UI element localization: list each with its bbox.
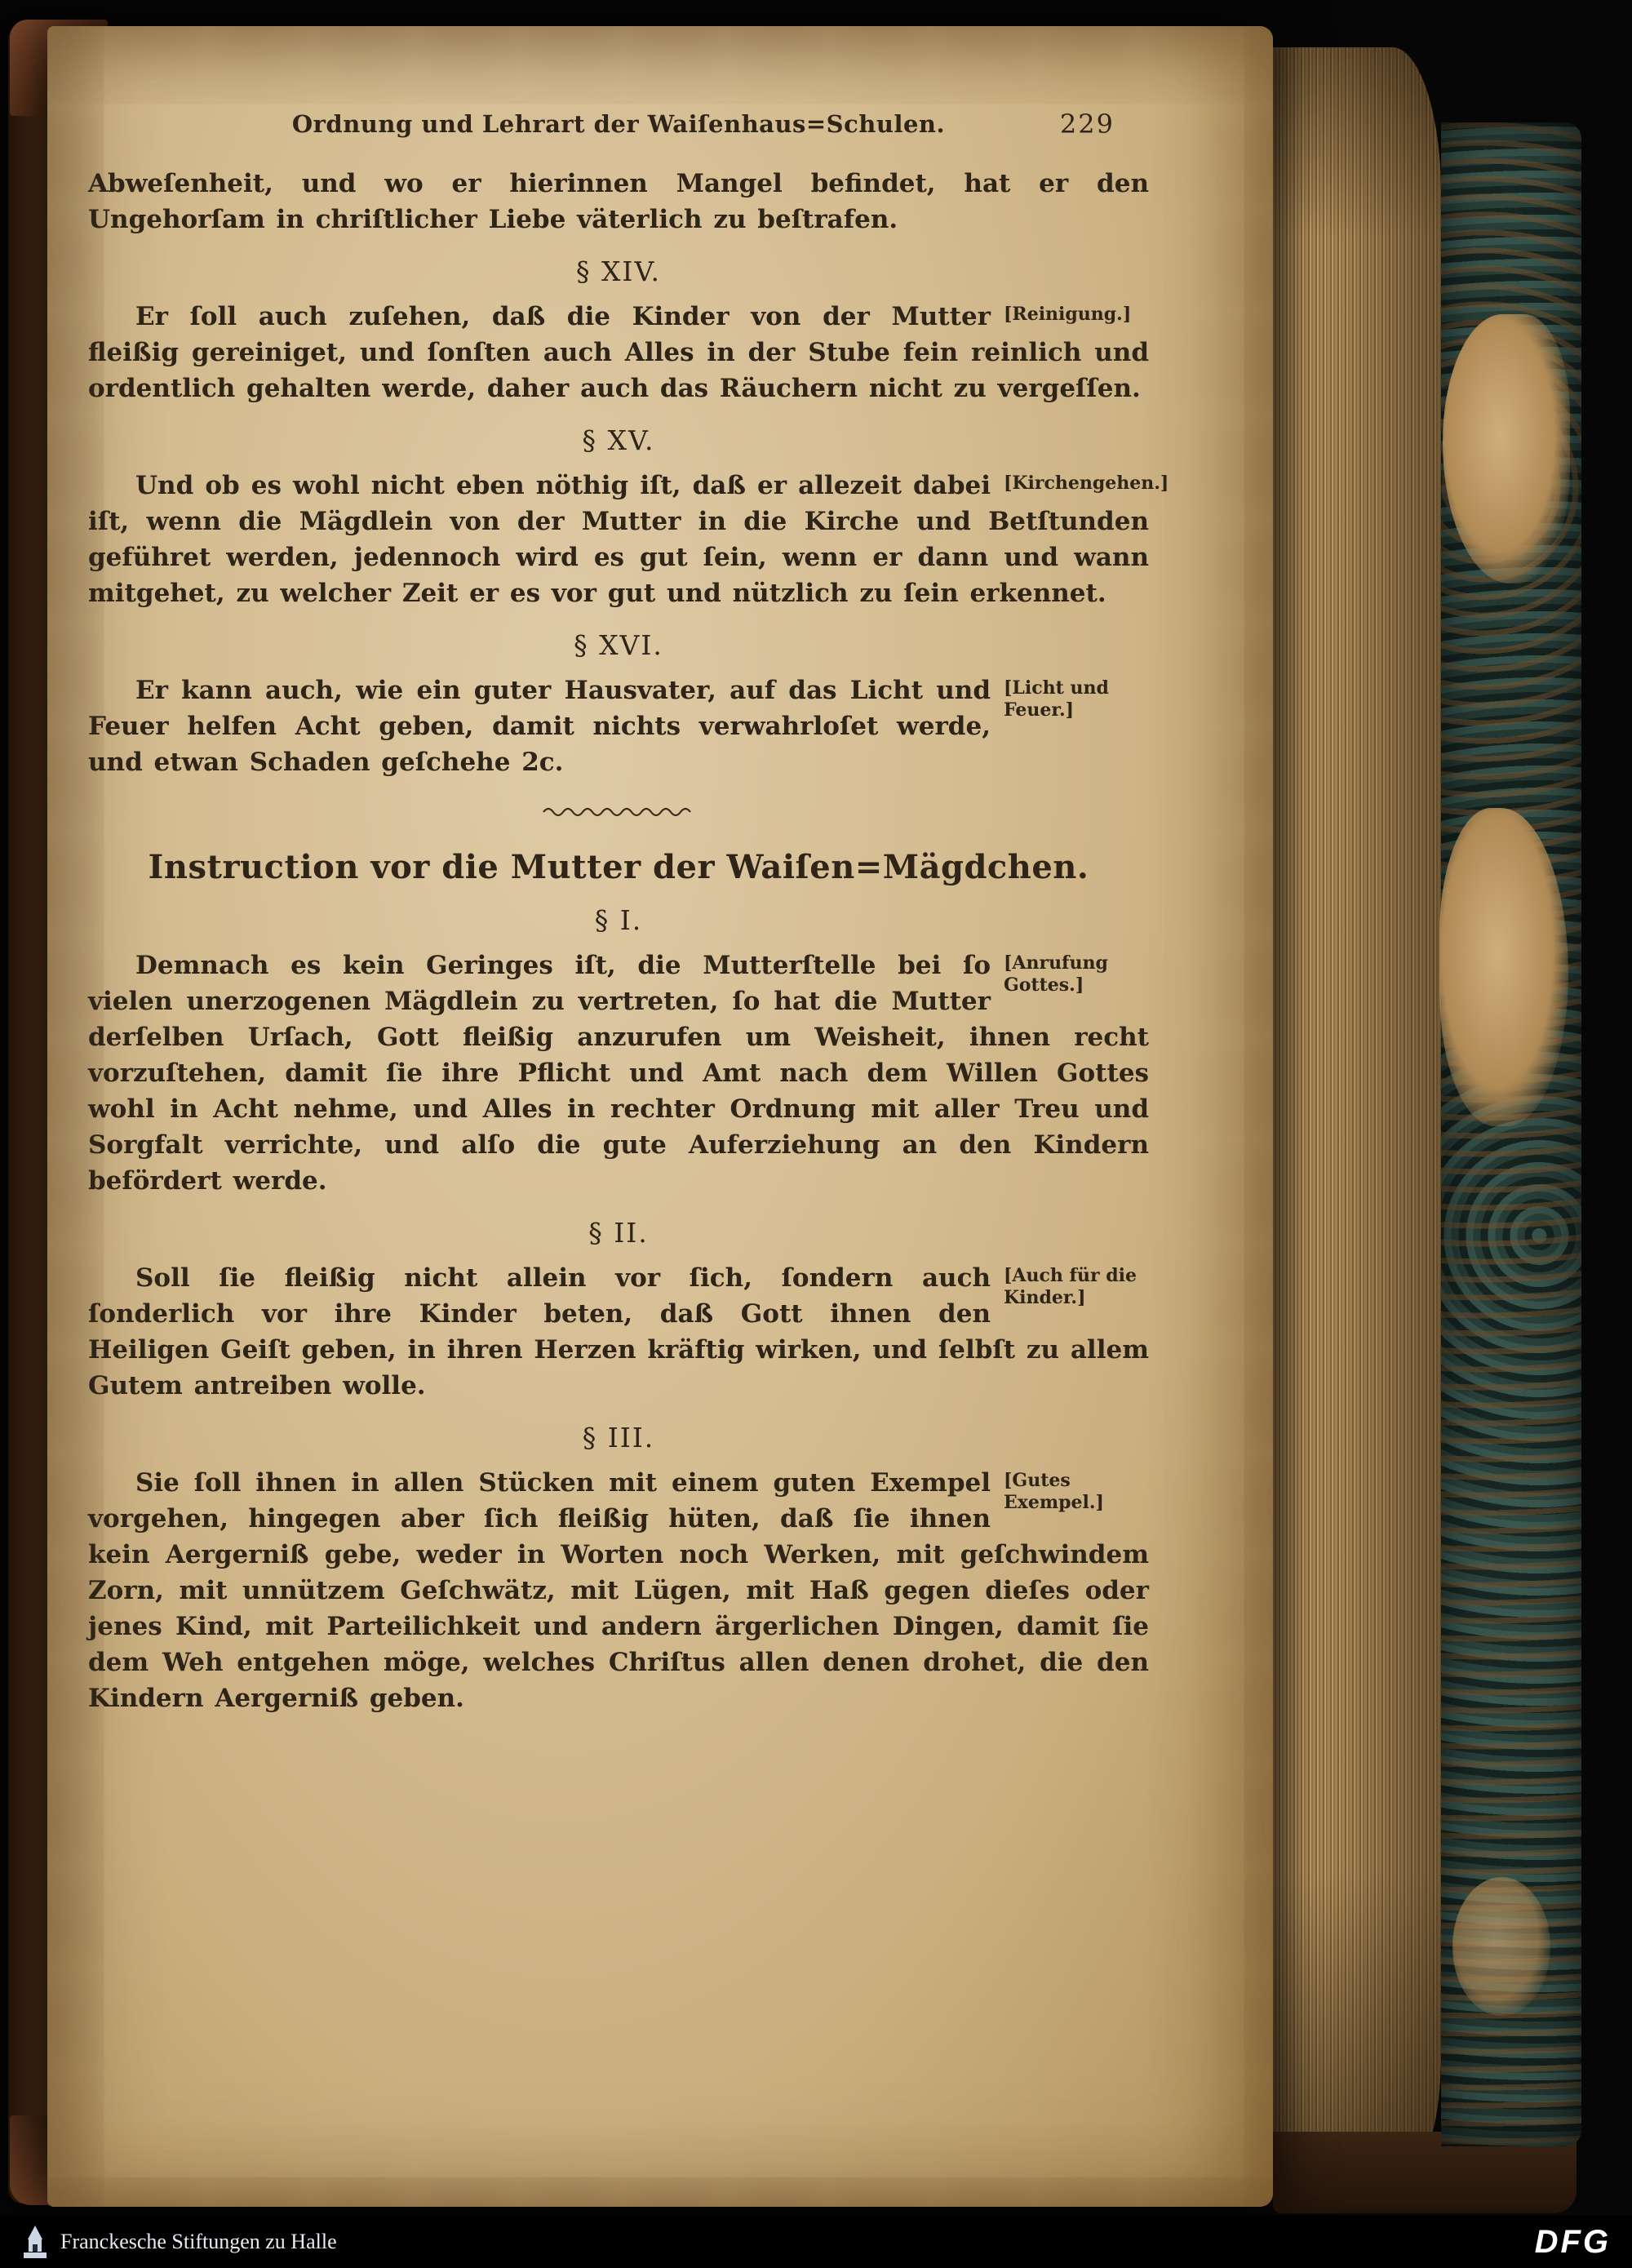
page-fore-edge <box>1273 47 1441 2169</box>
margin-note: [Kirchengehen.] <box>1004 473 1169 494</box>
page-number: 229 <box>1059 109 1115 140</box>
margin-note: [Gutes Exempel.] <box>1004 1470 1104 1513</box>
dfg-logo[interactable] <box>1535 2224 1611 2261</box>
body-paragraph: [Licht und Feuer.] Er kann auch, wie ein guter Hausvater, auf das Licht und Feuer helfen Acht geben, damit nichts verwahrloſet werde, und etwan Schaden geſchehe 2c. <box>88 672 1149 780</box>
bottom-bar <box>0 2216 1632 2268</box>
body-paragraph: [Gutes Exempel.] Sie ſoll ihnen in allen Stücken mit einem guten Exempel vorgehen, hingegen aber ſich fleißig hüten, daß ſie ihnen kein Aergerniß gebe, weder in Worten noch Werken, mit geſchwindem Zorn, mit unnützem Geſchwätz, mit Lügen, mit Haß gegen dieſes oder jenes Kind, mit Parteilichkeit und andern ärgerlichen Dingen, damit ſie dem Weh entgehen möge, welches Chriſtus allen denen drohet, die den Kindern Aergerniß geben. <box>88 1468 1149 1713</box>
page-content <box>88 109 1169 1723</box>
margin-note: [Auch für die Kinder.] <box>1004 1265 1137 1308</box>
section-heading: § XIV. <box>575 255 662 287</box>
dfg-logo-text: DFG <box>1534 2223 1611 2260</box>
section-heading: § XV. <box>582 424 655 456</box>
torn-patch <box>1452 1877 1550 2016</box>
institution-branding[interactable] <box>21 2223 337 2261</box>
page-body <box>88 166 1169 1716</box>
margin-note: [Licht und Feuer.] <box>1004 677 1109 721</box>
body-paragraph: [Reinigung.] Er ſoll auch zuſehen, daß die Kinder von der Mutter fleißig gereiniget, und ſonſten auch Alles in der Stube fein reinlich und ordentlich gehalten werde, daher auch das Räuchern nicht zu vergeſſen. <box>88 302 1149 403</box>
chapter-heading: Instruction vor die Mutter der Waiſen=Mägdchen. <box>148 848 1089 886</box>
margin-note: [Reinigung.] <box>1004 304 1132 325</box>
body-paragraph: [Auch für die Kinder.] Soll ſie fleißig nicht allein vor ſich, ſondern auch ſonderlich vor ihre Kinder beten, daß Gott ihnen den Heiligen Geiſt geben, in ihren Herzen kräftig wirken, und ſelbſt zu allem Gutem antreiben wolle. <box>88 1263 1149 1400</box>
section-heading: § III. <box>582 1422 655 1454</box>
section-divider <box>88 805 1149 820</box>
margin-note: [Anrufung Gottes.] <box>1004 952 1108 996</box>
section-heading: § II. <box>588 1217 649 1249</box>
running-header <box>88 110 1149 138</box>
running-title: Ordnung und Lehrart der Waiſenhaus=Schulen. <box>291 110 946 138</box>
body-paragraph: Abweſenheit, und wo er hierinnen Mangel befindet, hat er den Ungehorſam in chriſtlicher Liebe väterlich zu beſtrafen. <box>88 169 1149 234</box>
squiggle-icon <box>541 806 696 817</box>
section-heading: § XVI. <box>574 629 663 661</box>
section-heading: § I. <box>594 904 643 936</box>
body-paragraph: [Kirchengehen.] Und ob es wohl nicht eben nöthig iſt, daß er allezeit dabei iſt, wenn die Mägdlein von der Mutter in die Kirche und Betſtunden geführet werden, jedennoch wird es gut ſein, wenn er dann und wann mitgehet, zu welcher Zeit er es vor gut und nützlich zu ſein erkennet. <box>88 471 1169 608</box>
francke-logo-icon <box>21 2223 49 2261</box>
body-paragraph: [Anrufung Gottes.] Demnach es kein Geringes iſt, die Mutterſtelle bei ſo vielen unerzogenen Mägdlein zu vertreten, ſo hat die Mutter derſelben Urſach, Gott fleißig anzurufen um Weisheit, ihnen recht vorzuſtehen, damit ſie ihre Pflicht und Amt nach dem Willen Gottes wohl in Acht nehme, und Alles in rechter Ordnung mit aller Treu und Sorgfalt verrichte, und alſo die gute Auferziehung an den Kindern befördert werde. <box>88 951 1149 1196</box>
institution-label: Franckesche Stiftungen zu Halle <box>60 2230 337 2253</box>
